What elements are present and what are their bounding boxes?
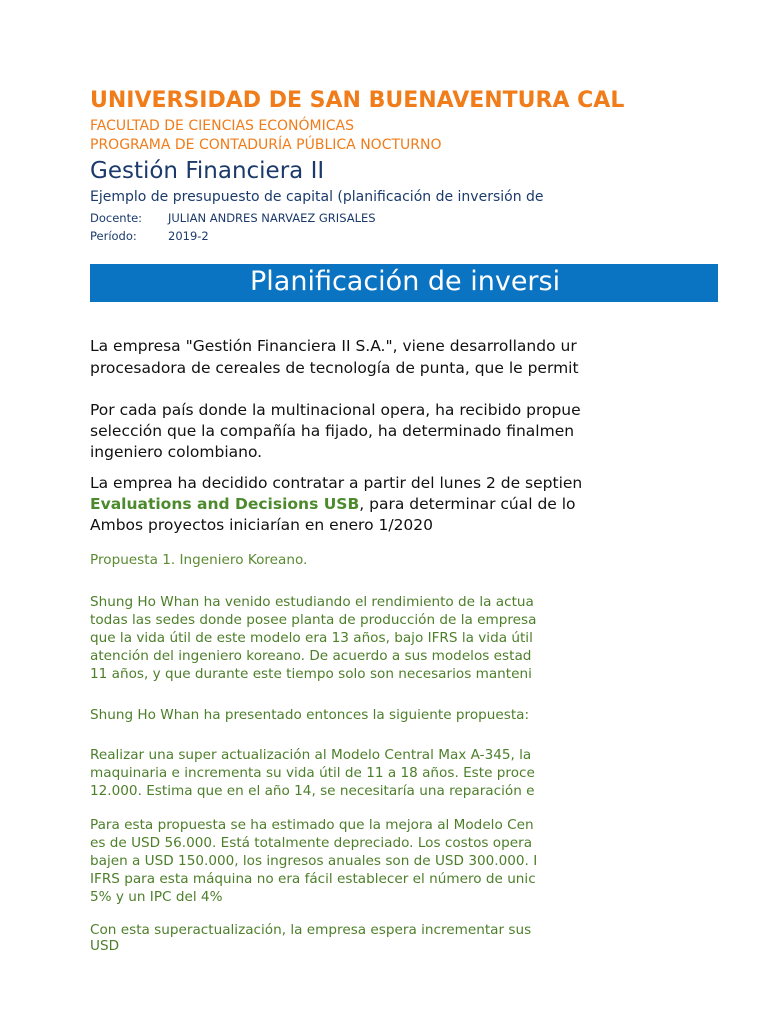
- proposal-line: 5% y un IPC del 4%: [90, 889, 223, 905]
- proposal-heading: Propuesta 1. Ingeniero Koreano.: [90, 552, 308, 568]
- proposal-line: USD: [90, 938, 120, 950]
- paragraph-line: ingeniero colombiano.: [90, 443, 263, 461]
- paragraph-line: [90, 495, 576, 513]
- company-highlight: Evaluations and Decisions USB: [90, 495, 360, 513]
- docente-row: [90, 211, 376, 225]
- proposal-line: 12.000. Estima que en el año 14, se necesitaría una reparación e: [90, 783, 535, 799]
- paragraph-fragment: , para determinar cúal de lo: [359, 495, 576, 513]
- faculty-name: FACULTAD DE CIENCIAS ECONÓMICAS: [90, 118, 354, 134]
- university-name: UNIVERSIDAD DE SAN BUENAVENTURA CAL: [90, 88, 625, 113]
- proposal-line: es de USD 56.000. Está totalmente depreciado. Los costos opera: [90, 835, 533, 851]
- periodo-value: 2019-2: [168, 229, 209, 243]
- proposal-line: bajen a USD 150.000, los ingresos anuales son de USD 300.000. I: [90, 853, 538, 869]
- proposal-line: Shung Ho Whan ha venido estudiando el rendimiento de la actua: [90, 594, 534, 610]
- proposal-line: Con esta superactualización, la empresa espera incrementar sus: [90, 922, 532, 938]
- proposal-line: que la vida útil de este modelo era 13 años, bajo IFRS la vida útil: [90, 630, 533, 646]
- proposal-line: todas las sedes donde posee planta de producción de la empresa: [90, 612, 537, 628]
- paragraph-line: Por cada país donde la multinacional opera, ha recibido propue: [90, 401, 581, 419]
- proposal-line: IFRS para esta máquina no era fácil establecer el número de unic: [90, 871, 536, 887]
- paragraph-line: procesadora de cereales de tecnología de punta, que le permit: [90, 359, 579, 377]
- proposal-line: Para esta propuesta se ha estimado que la mejora al Modelo Cen: [90, 817, 534, 833]
- periodo-label: Período:: [90, 229, 137, 243]
- banner-title: Planificación de inversi: [250, 266, 561, 297]
- paragraph-line: Ambos proyectos iniciarían en enero 1/2020: [90, 516, 434, 534]
- proposal-line: Realizar una super actualización al Modelo Central Max A-345, la: [90, 747, 532, 763]
- docente-label: Docente:: [90, 211, 143, 225]
- paragraph-line: La emprea ha decidido contratar a partir del lunes 2 de septien: [90, 474, 583, 492]
- proposal-line: atención del ingeniero koreano. De acuerdo a sus modelos estad: [90, 648, 532, 664]
- paragraph-line: selección que la compañía ha fijado, ha determinado finalmen: [90, 422, 575, 440]
- course-subtitle: Ejemplo de presupuesto de capital (planificación de inversión de: [90, 189, 544, 205]
- course-title: Gestión Financiera II: [90, 158, 325, 184]
- proposal-line: 11 años, y que durante este tiempo solo son necesarios manteni: [90, 666, 532, 682]
- docente-value: JULIAN ANDRES NARVAEZ GRISALES: [168, 211, 376, 225]
- proposal-line: Shung Ho Whan ha presentado entonces la siguiente propuesta:: [90, 707, 530, 723]
- program-name: PROGRAMA DE CONTADURÍA PÚBLICA NOCTURNO: [90, 137, 442, 153]
- proposal-line: maquinaria e incrementa su vida útil de 11 a 18 años. Este proce: [90, 765, 535, 781]
- periodo-row: [90, 229, 209, 243]
- paragraph-line: La empresa "Gestión Financiera II S.A.", viene desarrollando ur: [90, 337, 577, 355]
